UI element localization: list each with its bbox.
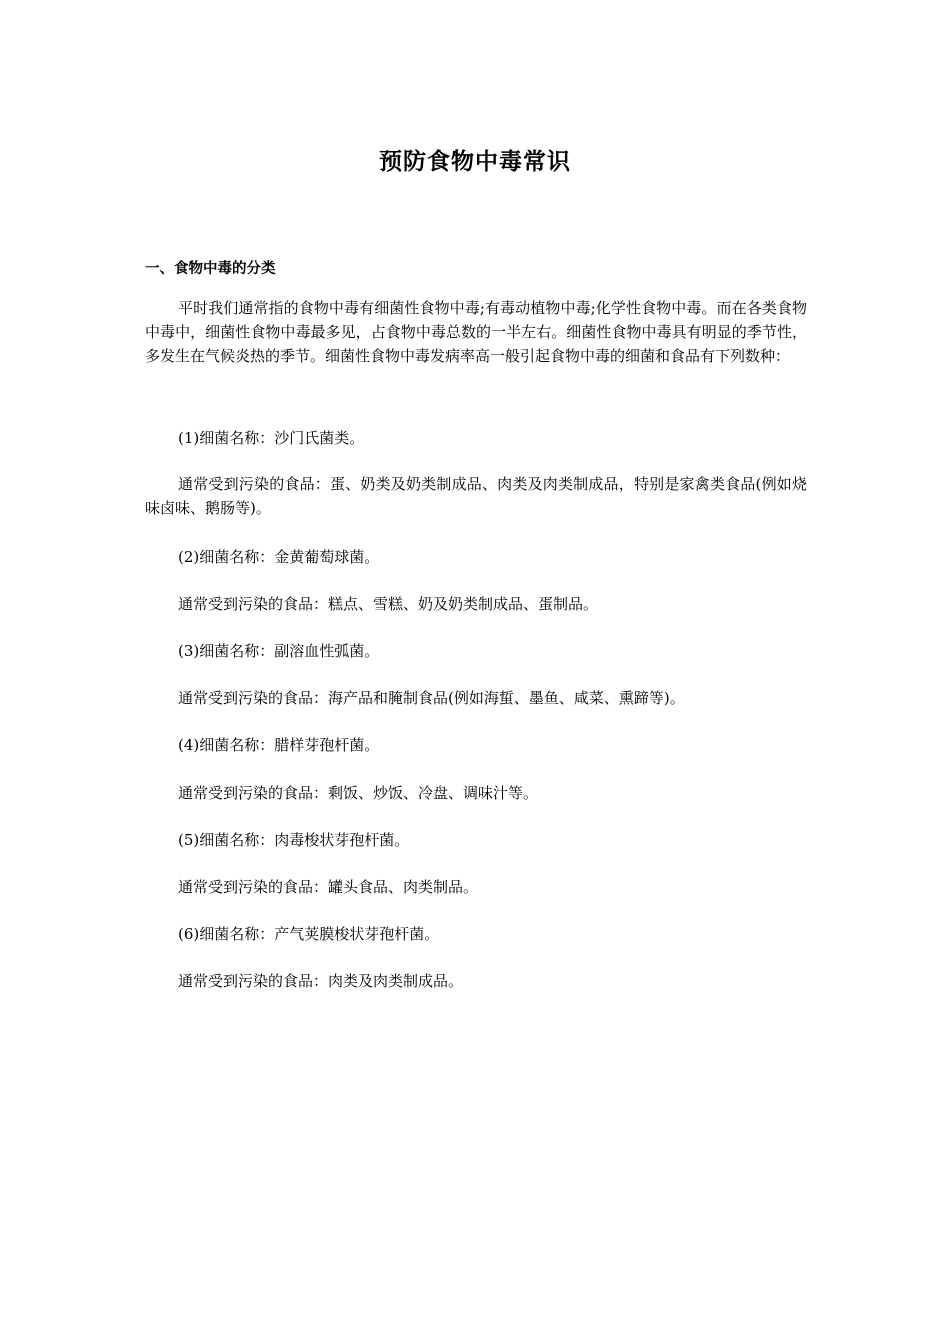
contaminated-foods-2: 通常受到污染的食品：糕点、雪糕、奶及奶类制成品、蛋制品。 — [178, 595, 599, 613]
bacteria-name-3: (3)细菌名称：副溶血性弧菌。 — [178, 642, 380, 660]
bacteria-name-5: (5)细菌名称：肉毒梭状芽孢杆菌。 — [178, 831, 410, 849]
contaminated-foods-4: 通常受到污染的食品：剩饭、炒饭、冷盘、调味汁等。 — [178, 784, 539, 802]
bacteria-name-6: (6)细菌名称：产气荚膜梭状芽孢杆菌。 — [178, 925, 440, 943]
section-heading: 一、食物中毒的分类 — [145, 261, 276, 277]
contaminated-foods-1: 通常受到污染的食品：蛋、奶类及奶类制成品、肉类及肉类制成品，特别是家禽类食品(例如烧味卤味、鹅肠等)。 — [145, 475, 807, 517]
document-title: 预防食物中毒常识 — [379, 149, 571, 175]
bacteria-name-2: (2)细菌名称：金黄葡萄球菌。 — [178, 548, 380, 566]
contaminated-foods-3: 通常受到污染的食品：海产品和腌制食品(例如海蜇、墨鱼、咸菜、熏蹄等)。 — [178, 689, 685, 707]
contaminated-foods-6: 通常受到污染的食品：肉类及肉类制成品。 — [178, 972, 464, 990]
contaminated-foods-5: 通常受到污染的食品：罐头食品、肉类制品。 — [178, 878, 479, 896]
intro-paragraph: 平时我们通常指的食物中毒有细菌性食物中毒;有毒动植物中毒;化学性食物中毒。而在各类食物中毒中，细菌性食物中毒最多见，占食物中毒总数的一半左右。细菌性食物中毒具有明显的季节性，多发生在气候炎热的季节。细菌性食物中毒发病率高一般引起食物中毒的细菌和食品有下列数种： — [145, 299, 807, 365]
bacteria-name-4: (4)细菌名称：腊样芽孢杆菌。 — [178, 736, 380, 754]
bacteria-name-1: (1)细菌名称：沙门氏菌类。 — [178, 429, 365, 447]
